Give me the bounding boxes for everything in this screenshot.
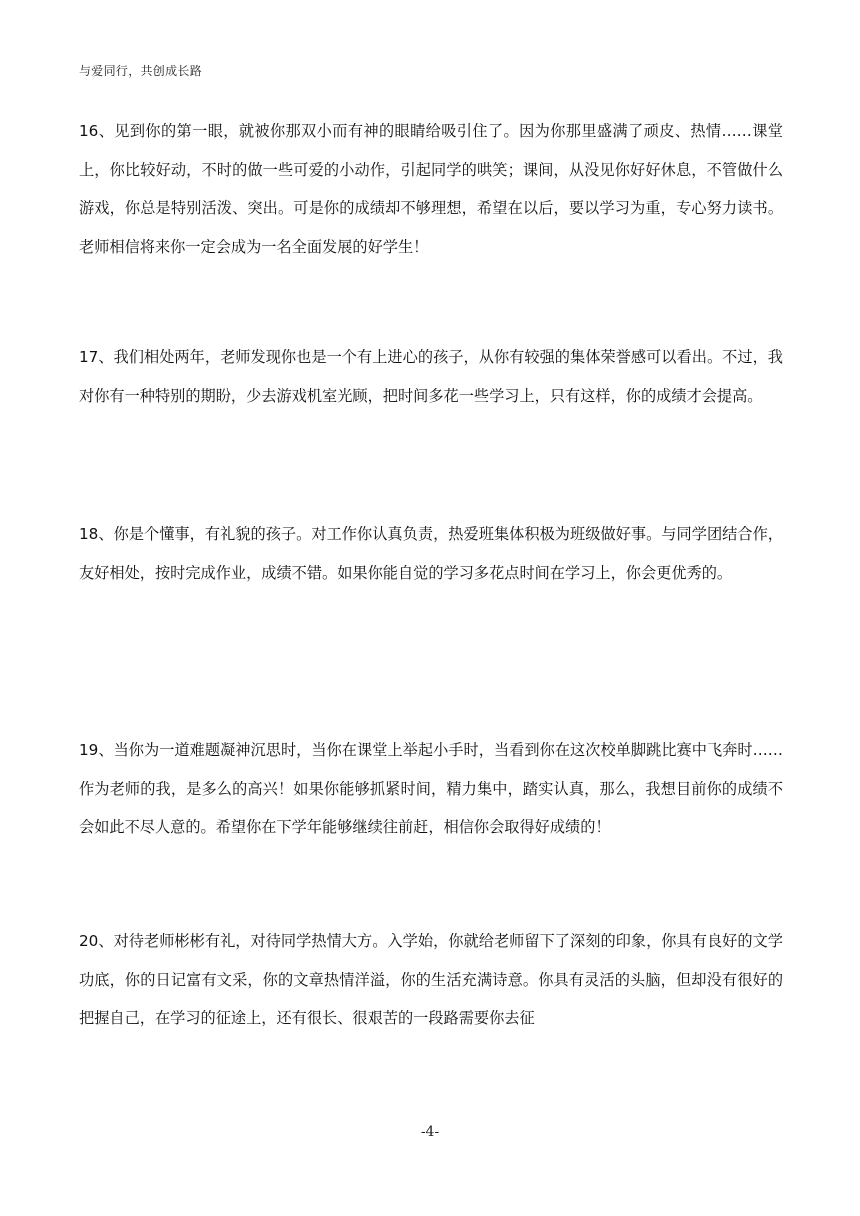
page-number: -4- bbox=[420, 1124, 440, 1140]
paragraph-20: 20、对待老师彬彬有礼，对待同学热情大方。入学始，你就给老师留下了深刻的印象，你具有良好的文学功底，你的日记富有文采，你的文章热情洋溢，你的生活充满诗意。你具有灵活的头脑，但却没有很好的把握自己，在学习的征途上，还有很长、很艰苦的一段路需要你去征 bbox=[79, 932, 783, 1027]
paragraph-18: 18、你是个懂事，有礼貌的孩子。对工作你认真负责，热爱班集体积极为班级做好事。与同学团结合作，友好相处，按时完成作业，成绩不错。如果你能自觉的学习多花点时间在学习上，你会更优秀的。 bbox=[79, 525, 783, 582]
paragraph-19: 19、当你为一道难题凝神沉思时，当你在课堂上举起小手时，当看到你在这次校单脚跳比赛中飞奔时……作为老师的我，是多么的高兴！如果你能够抓紧时间，精力集中，踏实认真，那么，我想目前你的成绩不会如此不尽人意的。希望你在下学年能够继续往前赶，相信你会取得好成绩的！ bbox=[79, 741, 783, 836]
paragraph-16: 16、见到你的第一眼，就被你那双小而有神的眼睛给吸引住了。因为你那里盛满了顽皮、热情……课堂上，你比较好动，不时的做一些可爱的小动作，引起同学的哄笑；课间，从没见你好好休息，不管做什么游戏，你总是特别活泼、突出。可是你的成绩却不够理想，希望在以后，要以学习为重，专心努力读书。老师相信将来你一定会成为一名全面发展的好学生！ bbox=[79, 122, 783, 256]
page-header: 与爱同行，共创成长路 bbox=[79, 64, 203, 78]
paragraph-17: 17、我们相处两年，老师发现你也是一个有上进心的孩子，从你有较强的集体荣誉感可以看出。不过，我对你有一种特别的期盼，少去游戏机室光顾，把时间多花一些学习上，只有这样，你的成绩才会提高。 bbox=[79, 348, 783, 405]
